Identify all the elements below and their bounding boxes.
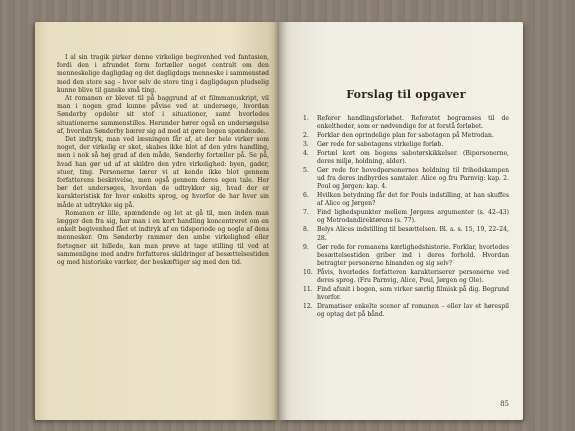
item-number: 11. — [303, 285, 313, 293]
item-number: 10. — [303, 268, 313, 276]
item-number: 1. — [303, 115, 309, 122]
list-item — [303, 192, 509, 208]
item-text: Gør rede for hovedpersonernes holdning til frihedskampen ud fra deres indbyrdes samtaler. Alice og fru Parnvig: kap. 2. Poul og Jørgen: kap. 4. — [317, 167, 509, 191]
list-item — [303, 167, 509, 191]
list-item — [303, 209, 509, 225]
item-text: Hvilken betydning får det for Pouls indstilling, at han skuffes af Alice og Jørgen? — [317, 192, 509, 208]
item-number: 4. — [303, 150, 309, 158]
item-text: Find lighedspunkter mellem Jørgens argumenter (s. 42–43) og Metrodandirektørens (s. 77). — [317, 209, 509, 225]
left-page — [35, 22, 279, 420]
page-number: 85 — [500, 400, 509, 408]
left-paragraph-2: At romanen er blevet til på baggrund af et filmmanuskript, vil man i nogen grad kunne påvise ved at undersøge, hvordan Sønderby opdeler sit stof i situationer, samt hvorledes situationerne sammenstilles. Herunder hører også en undersøgelse af, hvordan Sønderby bærer sig ad med at gøre bogen spændende. — [57, 95, 269, 135]
item-text: Referer handlingsforløbet. Referatet begrænses til de enkeltheder, som er nødvendige for at forstå forløbet. — [317, 115, 509, 131]
list-item — [303, 141, 509, 149]
list-item — [303, 286, 509, 302]
item-number: 2. — [303, 132, 309, 140]
list-item — [303, 132, 509, 140]
item-text: Gør rede for sabotagens virkelige forløb. — [317, 141, 444, 149]
item-number: 7. — [303, 209, 309, 217]
list-item — [303, 115, 509, 131]
item-number: 5. — [303, 167, 309, 175]
open-book — [35, 22, 523, 420]
list-item — [303, 244, 509, 268]
exercise-list — [303, 115, 509, 319]
list-item — [303, 226, 509, 242]
section-title: Forslag til opgaver — [346, 88, 466, 101]
list-item — [303, 303, 509, 319]
list-item — [303, 269, 509, 285]
item-number: 3. — [303, 141, 309, 149]
item-text: Find afsnit i bogen, som virker særlig filmisk på dig. Begrund hvorfor. — [317, 285, 509, 301]
item-number: 9. — [303, 243, 309, 251]
left-paragraph-3: Det indtryk, man ved læsningen får af, at der hele virker som noget, der virkelig er sket, skabes ikke blot af den ydre handling, men i nok så høj grad af den måde, Sønderby fortæller på. Se på, hvad han gør ud af at skildre den ydre virkelighed: byen, gader, stuer, ting. Personerne lærer vi at kende ikke blot gennem forfatterens beskrivelse, men også gennem deres egen tale. Her bør det undersøges, hvordan de udtrykker sig, hvad der er karakteristisk for hver enkelts sprog, og hvorfor de har hver sin måde at udtrykke sig på. — [57, 136, 269, 209]
item-text: Dramatiser enkelte scener af romanen – eller lav et hørespil og optag det på bånd. — [317, 302, 509, 318]
item-text: Belys Alices indstilling til besættelsen. Bl. a. s. 15, 19, 22–24, 28. — [317, 226, 509, 242]
list-item — [303, 150, 509, 166]
left-paragraph-1: I al sin tragik pirker denne virkelige begivenhed ved fantasien, fordi den i afrundet form fortæller noget centralt om den menneskelige dagligdag og det dagligdags menneske i sammenstød med den store sag – hvor selv de store ting i dagligdagen pludselig kunne blive til ganske små ting. — [57, 54, 269, 94]
item-number: 8. — [303, 226, 309, 234]
item-number: 12. — [303, 302, 313, 310]
left-paragraph-4: Romanen er lille, spændende og let at gå til, men inden man lægger den fra sig, har man i en kort handling koncentreret om en enkelt begivenhed fået et indtryk af en tidsperiode og nogle af dens mennesker. Om Sønderby rammer den ambe virkelighed eller fortegner sit billede, kan man prøve at tage stilling til ved at sammenligne med andre forfatteres skildringer af besættelsestiden og med historiske værker, der beskæftiger sig med den tid. — [57, 209, 269, 267]
item-text: Påvis, hvorledes forfatteren karakteriserer personerne ved deres sprog. (Fru Parnvig, Alice, Poul, Jørgen og Ole). — [317, 268, 509, 284]
item-text: Fortæl kort om bogens sabotørskikkelser. (Bipersonerne, deres miljø, holdning, alder). — [317, 150, 509, 166]
item-text: Forklar den oprindelige plan for sabotagen på Metrodan. — [317, 132, 494, 140]
item-text: Gør rede for romanens kærlighedshistorie. Forklar, hvorledes besættelsestiden griber ind i deres forhold. Hvordan betragter personerne hinanden og sig selv? — [317, 243, 509, 267]
item-number: 6. — [303, 192, 309, 200]
right-page — [279, 22, 523, 420]
